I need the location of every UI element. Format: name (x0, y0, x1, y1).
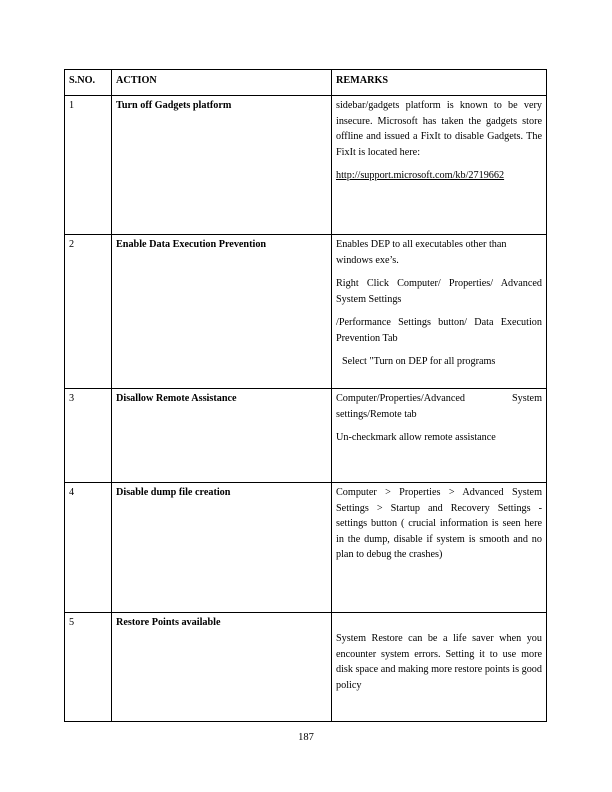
remark-text: Computer/Properties/Advanced System settings/Remote tab (336, 393, 542, 420)
remark-text: Right Click Computer/ Properties/ Advanced System Settings (336, 278, 542, 305)
remark-text: Enables DEP to all executables other than windows exe’s. (336, 239, 507, 266)
remark-text: Select "Turn on DEP for all programs (342, 356, 496, 367)
table-row (65, 483, 547, 613)
row-action: Enable Data Execution Prevention (112, 235, 332, 389)
table-row (65, 389, 547, 483)
row-number: 3 (65, 389, 112, 483)
header-action: ACTION (112, 70, 332, 96)
row-action: Disable dump file creation (112, 483, 332, 613)
row-remarks (332, 389, 547, 483)
header-remarks: REMARKS (332, 70, 547, 96)
row-number: 4 (65, 483, 112, 613)
row-remarks (332, 483, 547, 613)
page-number: 187 (298, 732, 314, 743)
table-row (65, 613, 547, 722)
table-row (65, 96, 547, 235)
row-remarks (332, 96, 547, 235)
row-action: Turn off Gadgets platform (112, 96, 332, 235)
remark-text: System Restore can be a life saver when you encounter system errors. Setting it to use more disk space and making more restore points is good policy (336, 633, 542, 691)
row-action: Restore Points available (112, 613, 332, 722)
table-row (65, 235, 547, 389)
remark-text: sidebar/gadgets platform is known to be very insecure. Microsoft has taken the gadgets store offline and issued a FixIt to disable Gadgets. The FixIt is located here: (336, 100, 542, 158)
row-number: 2 (65, 235, 112, 389)
kb-link[interactable]: http://support.microsoft.com/kb/2719662 (336, 170, 505, 181)
settings-table (64, 69, 547, 722)
table-header-row (65, 70, 547, 96)
row-action: Disallow Remote Assistance (112, 389, 332, 483)
row-number: 5 (65, 613, 112, 722)
row-remarks (332, 235, 547, 389)
header-sno: S.NO. (65, 70, 112, 96)
row-remarks (332, 613, 547, 722)
row-number: 1 (65, 96, 112, 235)
remark-text: Un-checkmark allow remote assistance (336, 432, 496, 443)
remark-text: Computer > Properties > Advanced System Settings > Startup and Recovery Settings - settings button ( crucial information is seen here in the dump, disable if system is smooth and no plan to debug the crashes) (336, 487, 542, 560)
remark-text: /Performance Settings button/ Data Execution Prevention Tab (336, 317, 542, 344)
